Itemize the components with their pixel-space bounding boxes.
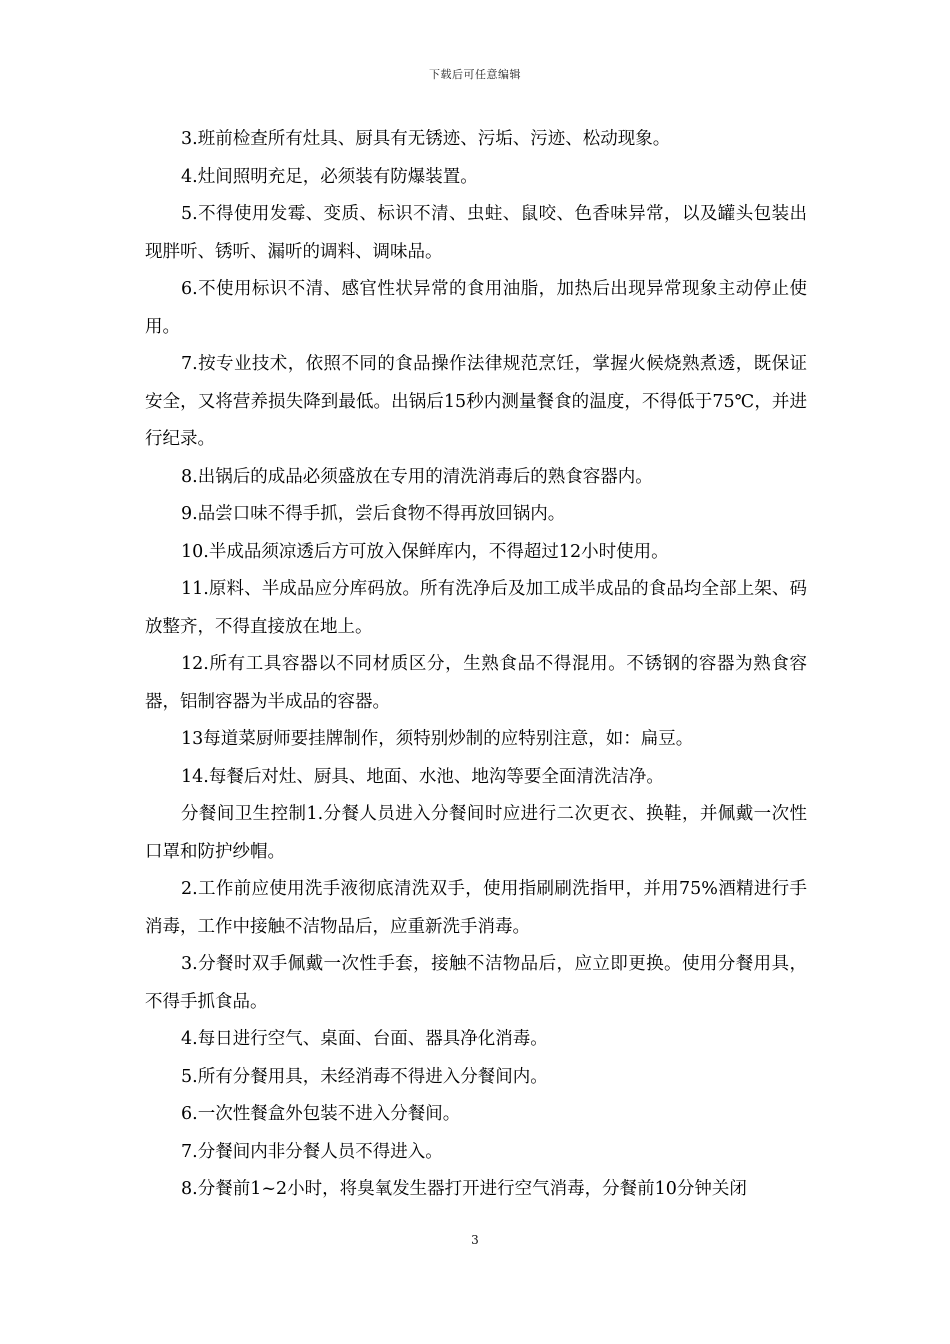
paragraph: 13每道菜厨师要挂牌制作，须特别炒制的应特别注意，如：扁豆。 bbox=[181, 729, 694, 749]
paragraph: 9.品尝口味不得手抓，尝后食物不得再放回锅内。 bbox=[181, 504, 566, 524]
paragraph: 7.分餐间内非分餐人员不得进入。 bbox=[181, 1141, 443, 1162]
paragraph: 5.所有分餐用具，未经消毒不得进入分餐间内。 bbox=[181, 1066, 548, 1087]
document-body bbox=[145, 121, 807, 1209]
paragraph: 8.分餐前1~2小时，将臭氧发生器打开进行空气消毒，分餐前10分钟关闭 bbox=[181, 1179, 747, 1199]
page-header: 下载后可任意编辑 bbox=[429, 68, 521, 81]
paragraph: 4.灶间照明充足，必须装有防爆装置。 bbox=[181, 166, 478, 187]
paragraph: 6.一次性餐盒外包装不进入分餐间。 bbox=[181, 1104, 461, 1124]
paragraph: 6.不使用标识不清、感官性状异常的食用油脂，加热后出现异常现象主动停止使用。 bbox=[145, 279, 807, 337]
paragraph: 5.不得使用发霉、变质、标识不清、虫蛀、鼠咬、色香味异常，以及罐头包装出现胖听、锈听、漏听的调料、调味品。 bbox=[145, 204, 807, 262]
paragraph: 4.每日进行空气、桌面、台面、器具净化消毒。 bbox=[181, 1029, 548, 1049]
paragraph: 2.工作前应使用洗手液彻底清洗双手，使用指刷刷洗指甲，并用75%酒精进行手消毒，工作中接触不洁物品后，应重新洗手消毒。 bbox=[145, 879, 807, 937]
paragraph: 3.分餐时双手佩戴一次性手套，接触不洁物品后，应立即更换。使用分餐用具，不得手抓食品。 bbox=[145, 954, 807, 1012]
paragraph: 7.按专业技术，依照不同的食品操作法律规范烹饪，掌握火候烧熟煮透，既保证安全，又将营养损失降到最低。出锅后15秒内测量餐食的温度，不得低于75℃，并进行纪录。 bbox=[145, 354, 807, 449]
page-number: 3 bbox=[471, 1233, 479, 1247]
paragraph: 10.半成品须凉透后方可放入保鲜库内，不得超过12小时使用。 bbox=[181, 541, 669, 562]
paragraph: 14.每餐后对灶、厨具、地面、水池、地沟等要全面清洗洁净。 bbox=[181, 766, 664, 787]
paragraph: 12.所有工具容器以不同材质区分，生熟食品不得混用。不锈钢的容器为熟食容器，铝制容器为半成品的容器。 bbox=[145, 654, 807, 712]
paragraph: 8.出锅后的成品必须盛放在专用的清洗消毒后的熟食容器内。 bbox=[181, 466, 653, 487]
paragraph: 分餐间卫生控制1.分餐人员进入分餐间时应进行二次更衣、换鞋，并佩戴一次性口罩和防护纱帽。 bbox=[145, 804, 807, 862]
paragraph: 3.班前检查所有灶具、厨具有无锈迹、污垢、污迹、松动现象。 bbox=[181, 129, 671, 149]
paragraph: 11.原料、半成品应分库码放。所有洗净后及加工成半成品的食品均全部上架、码放整齐，不得直接放在地上。 bbox=[145, 579, 807, 637]
